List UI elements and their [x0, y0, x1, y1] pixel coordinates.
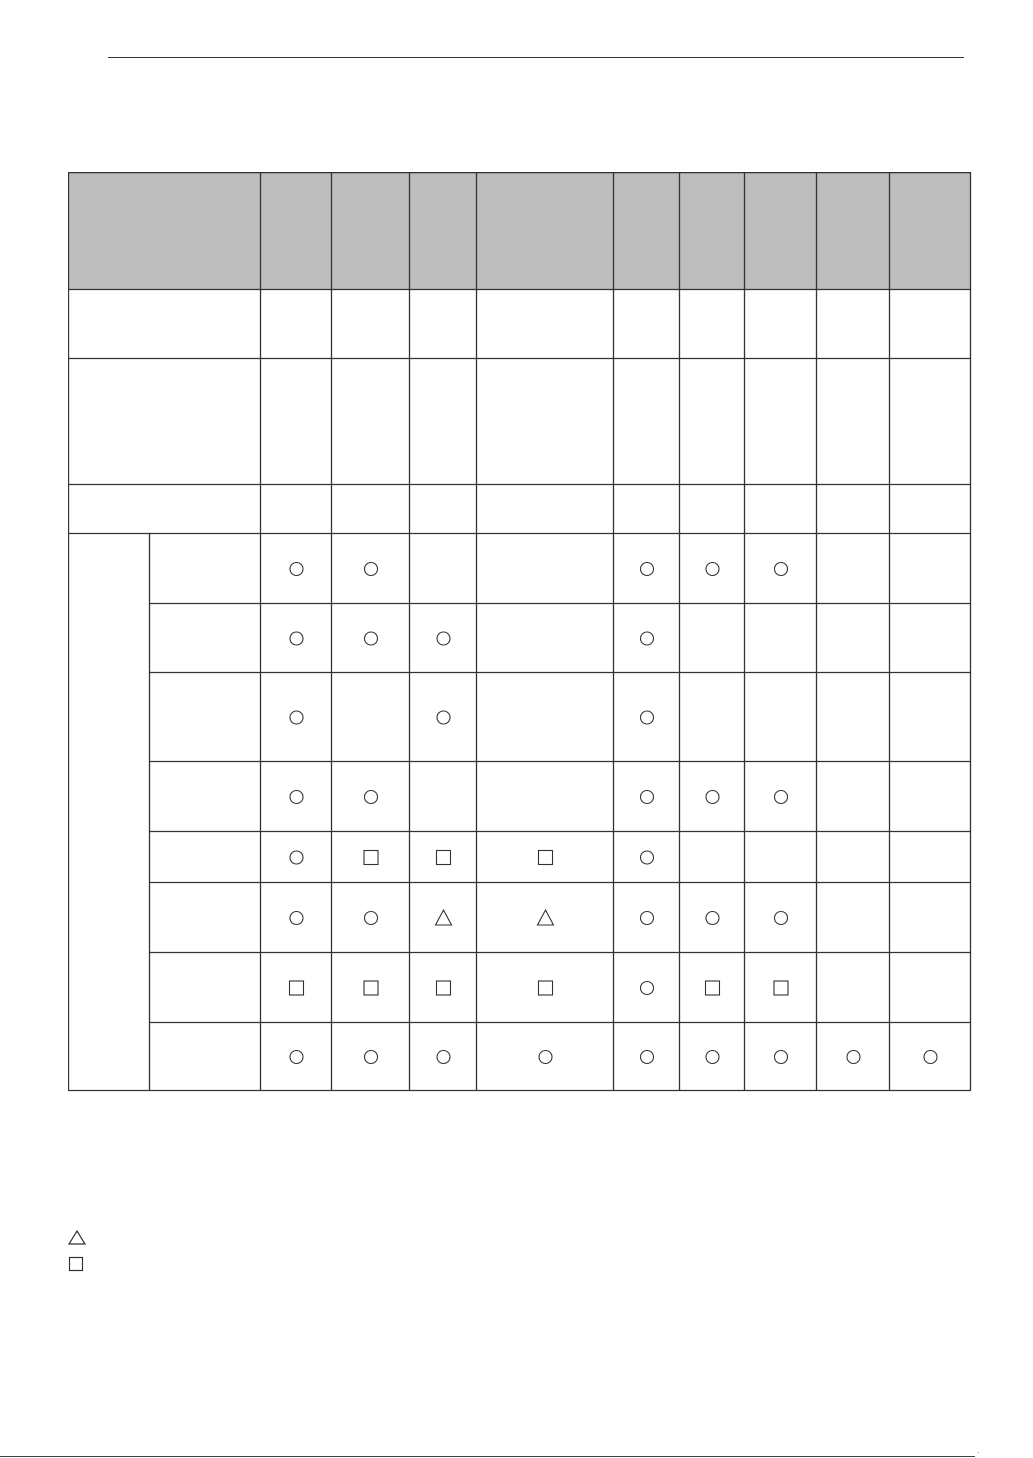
circle-icon: [847, 1051, 860, 1064]
circle-icon: [365, 632, 378, 645]
square-icon: [539, 981, 553, 995]
circle-icon: [641, 1051, 654, 1064]
triangle-icon: [68, 1229, 86, 1245]
circle-icon: [290, 912, 303, 925]
circle-icon: [290, 1051, 303, 1064]
circle-icon: [775, 791, 788, 804]
circle-icon: [365, 1051, 378, 1064]
square-icon: [774, 981, 788, 995]
circle-icon: [539, 1051, 552, 1064]
circle-icon: [290, 563, 303, 576]
circle-icon: [641, 632, 654, 645]
triangle-icon: [538, 910, 554, 925]
legend-item-square: [68, 1256, 86, 1275]
square-icon: [68, 1256, 86, 1272]
header-rule: [108, 57, 964, 58]
circle-icon: [641, 982, 654, 995]
square-icon: [364, 981, 378, 995]
circle-icon: [706, 563, 719, 576]
circle-icon: [775, 563, 788, 576]
circle-icon: [706, 912, 719, 925]
circle-icon: [437, 711, 450, 724]
circle-icon: [924, 1051, 937, 1064]
square-icon: [437, 851, 451, 865]
circle-icon: [775, 1051, 788, 1064]
circle-icon: [641, 791, 654, 804]
square-icon: [539, 851, 553, 865]
circle-icon: [641, 563, 654, 576]
circle-icon: [365, 912, 378, 925]
circle-icon: [706, 1051, 719, 1064]
circle-icon: [437, 1051, 450, 1064]
page-marker: ·: [977, 1448, 980, 1457]
footer-rule: [0, 1456, 975, 1457]
circle-icon: [641, 912, 654, 925]
circle-icon: [437, 632, 450, 645]
circle-icon: [290, 632, 303, 645]
circle-icon: [365, 791, 378, 804]
table-grid: [68, 172, 973, 1092]
square-icon: [437, 981, 451, 995]
table-header-row: [68, 172, 971, 289]
circle-icon: [641, 711, 654, 724]
square-icon: [290, 981, 304, 995]
square-icon: [706, 981, 720, 995]
circle-icon: [706, 791, 719, 804]
circle-icon: [775, 912, 788, 925]
circle-icon: [290, 711, 303, 724]
square-icon: [364, 851, 378, 865]
circle-icon: [641, 851, 654, 864]
circle-icon: [290, 791, 303, 804]
legend-item-triangle: [68, 1229, 86, 1248]
compatibility-table: [68, 172, 973, 1092]
circle-icon: [290, 851, 303, 864]
circle-icon: [365, 563, 378, 576]
triangle-icon: [436, 910, 452, 925]
